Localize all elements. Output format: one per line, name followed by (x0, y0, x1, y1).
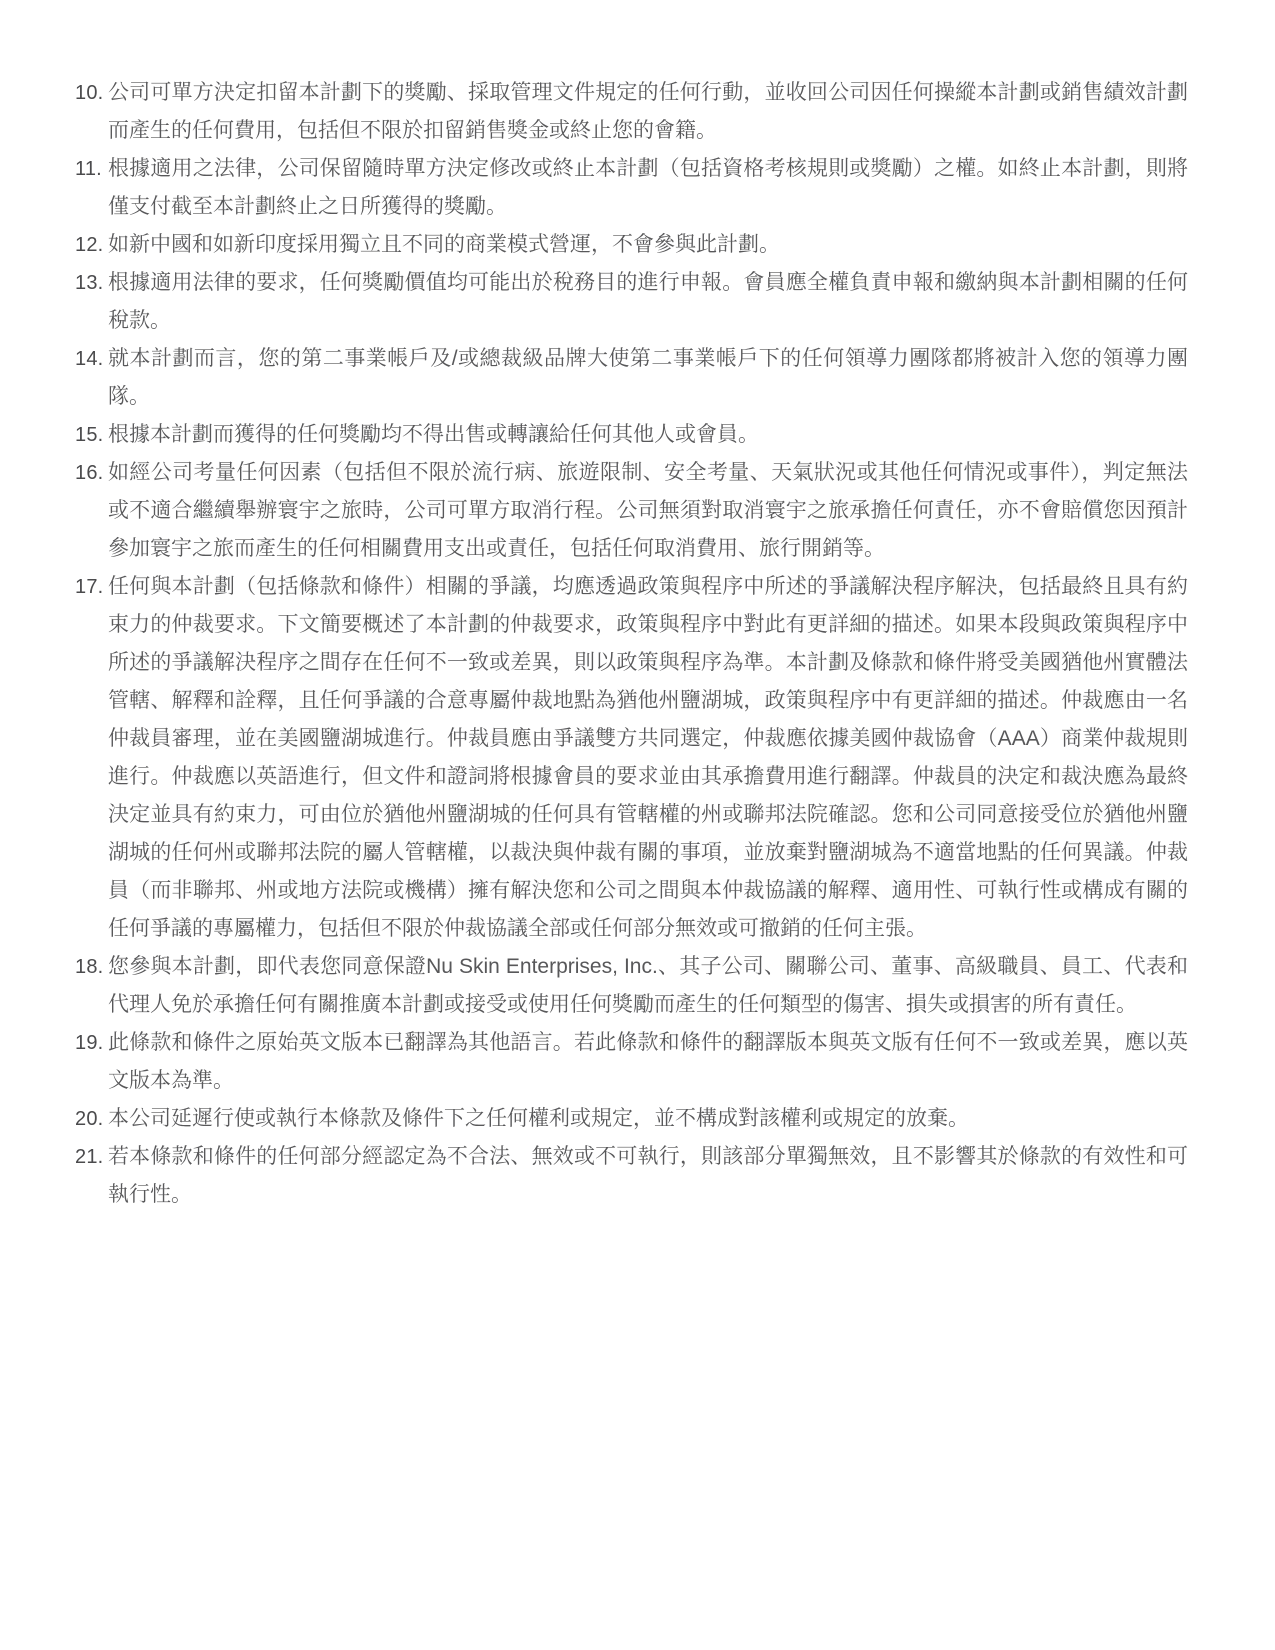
list-item-number: 20. (75, 1108, 104, 1130)
list-item-text: 您參與本計劃，即代表您同意保證Nu Skin Enterprises, Inc.、其子公司、關聯公司、董事、高級職員、員工、代表和代理人免於承擔任何有關推廣本計劃或接受或使用任何獎勵而產生的任何類型的傷害、損失或損害的所有責任。 (108, 955, 1188, 1016)
terms-list-item (75, 150, 1188, 226)
terms-list-item (75, 1100, 1188, 1138)
terms-list (75, 74, 1188, 1214)
terms-list-item (75, 416, 1188, 454)
list-item-number: 10. (75, 82, 104, 104)
list-item-text: 公司可單方決定扣留本計劃下的獎勵、採取管理文件規定的任何行動，並收回公司因任何操縱本計劃或銷售績效計劃而產生的任何費用，包括但不限於扣留銷售獎金或終止您的會籍。 (108, 81, 1188, 142)
terms-list-item (75, 568, 1188, 948)
terms-list-item (75, 1024, 1188, 1100)
list-item-number: 21. (75, 1146, 104, 1168)
list-item-number: 19. (75, 1032, 104, 1054)
list-item-text: 根據適用之法律，公司保留隨時單方決定修改或終止本計劃（包括資格考核規則或獎勵）之權。如終止本計劃，則將僅支付截至本計劃終止之日所獲得的獎勵。 (108, 157, 1188, 218)
list-item-text: 就本計劃而言，您的第二事業帳戶及/或總裁級品牌大使第二事業帳戶下的任何領導力團隊都將被計入您的領導力團隊。 (108, 347, 1188, 408)
list-item-number: 11. (75, 158, 102, 180)
list-item-number: 13. (75, 272, 104, 294)
terms-list-item (75, 948, 1188, 1024)
terms-list-item (75, 454, 1188, 568)
terms-list-item (75, 74, 1188, 150)
terms-list-item (75, 264, 1188, 340)
terms-list-item (75, 340, 1188, 416)
terms-list-item (75, 1138, 1188, 1214)
list-item-text: 如經公司考量任何因素（包括但不限於流行病、旅遊限制、安全考量、天氣狀況或其他任何情況或事件），判定無法或不適合繼續舉辦寰宇之旅時，公司可單方取消行程。公司無須對取消寰宇之旅承擔任何責任，亦不會賠償您因預計參加寰宇之旅而產生的任何相關費用支出或責任，包括任何取消費用、旅行開銷等。 (108, 461, 1188, 560)
list-item-text: 若本條款和條件的任何部分經認定為不合法、無效或不可執行，則該部分單獨無效，且不影響其於條款的有效性和可執行性。 (108, 1145, 1188, 1206)
list-item-number: 15. (75, 424, 104, 446)
list-item-text: 任何與本計劃（包括條款和條件）相關的爭議，均應透過政策與程序中所述的爭議解決程序解決，包括最終且具有約束力的仲裁要求。下文簡要概述了本計劃的仲裁要求，政策與程序中對此有更詳細的描述。如果本段與政策與程序中所述的爭議解決程序之間存在任何不一致或差異，則以政策與程序為準。本計劃及條款和條件將受美國猶他州實體法管轄、解釋和詮釋，且任何爭議的合意專屬仲裁地點為猶他州鹽湖城，政策與程序中有更詳細的描述。仲裁應由一名仲裁員審理，並在美國鹽湖城進行。仲裁員應由爭議雙方共同選定，仲裁應依據美國仲裁協會（AAA）商業仲裁規則進行。仲裁應以英語進行，但文件和證詞將根據會員的要求並由其承擔費用進行翻譯。仲裁員的決定和裁決應為最終決定並具有約束力，可由位於猶他州鹽湖城的任何具有管轄權的州或聯邦法院確認。您和公司同意接受位於猶他州鹽湖城的任何州或聯邦法院的屬人管轄權，以裁決與仲裁有關的事項，並放棄對鹽湖城為不適當地點的任何異議。仲裁員（而非聯邦、州或地方法院或機構）擁有解決您和公司之間與本仲裁協議的解釋、適用性、可執行性或構成有關的任何爭議的專屬權力，包括但不限於仲裁協議全部或任何部分無效或可撤銷的任何主張。 (108, 575, 1188, 940)
terms-list-item (75, 226, 1188, 264)
list-item-text: 根據本計劃而獲得的任何獎勵均不得出售或轉讓給任何其他人或會員。 (108, 423, 759, 446)
list-item-number: 16. (75, 462, 104, 484)
list-item-text: 如新中國和如新印度採用獨立且不同的商業模式營運，不會參與此計劃。 (108, 233, 780, 256)
list-item-text: 根據適用法律的要求，任何獎勵價值均可能出於稅務目的進行申報。會員應全權負責申報和繳納與本計劃相關的任何稅款。 (108, 271, 1188, 332)
list-item-number: 14. (75, 348, 104, 370)
list-item-number: 18. (75, 956, 104, 978)
list-item-number: 12. (75, 234, 104, 256)
list-item-number: 17. (75, 576, 104, 598)
list-item-text: 本公司延遲行使或執行本條款及條件下之任何權利或規定，並不構成對該權利或規定的放棄。 (108, 1107, 969, 1130)
list-item-text: 此條款和條件之原始英文版本已翻譯為其他語言。若此條款和條件的翻譯版本與英文版有任何不一致或差異，應以英文版本為準。 (108, 1031, 1188, 1092)
